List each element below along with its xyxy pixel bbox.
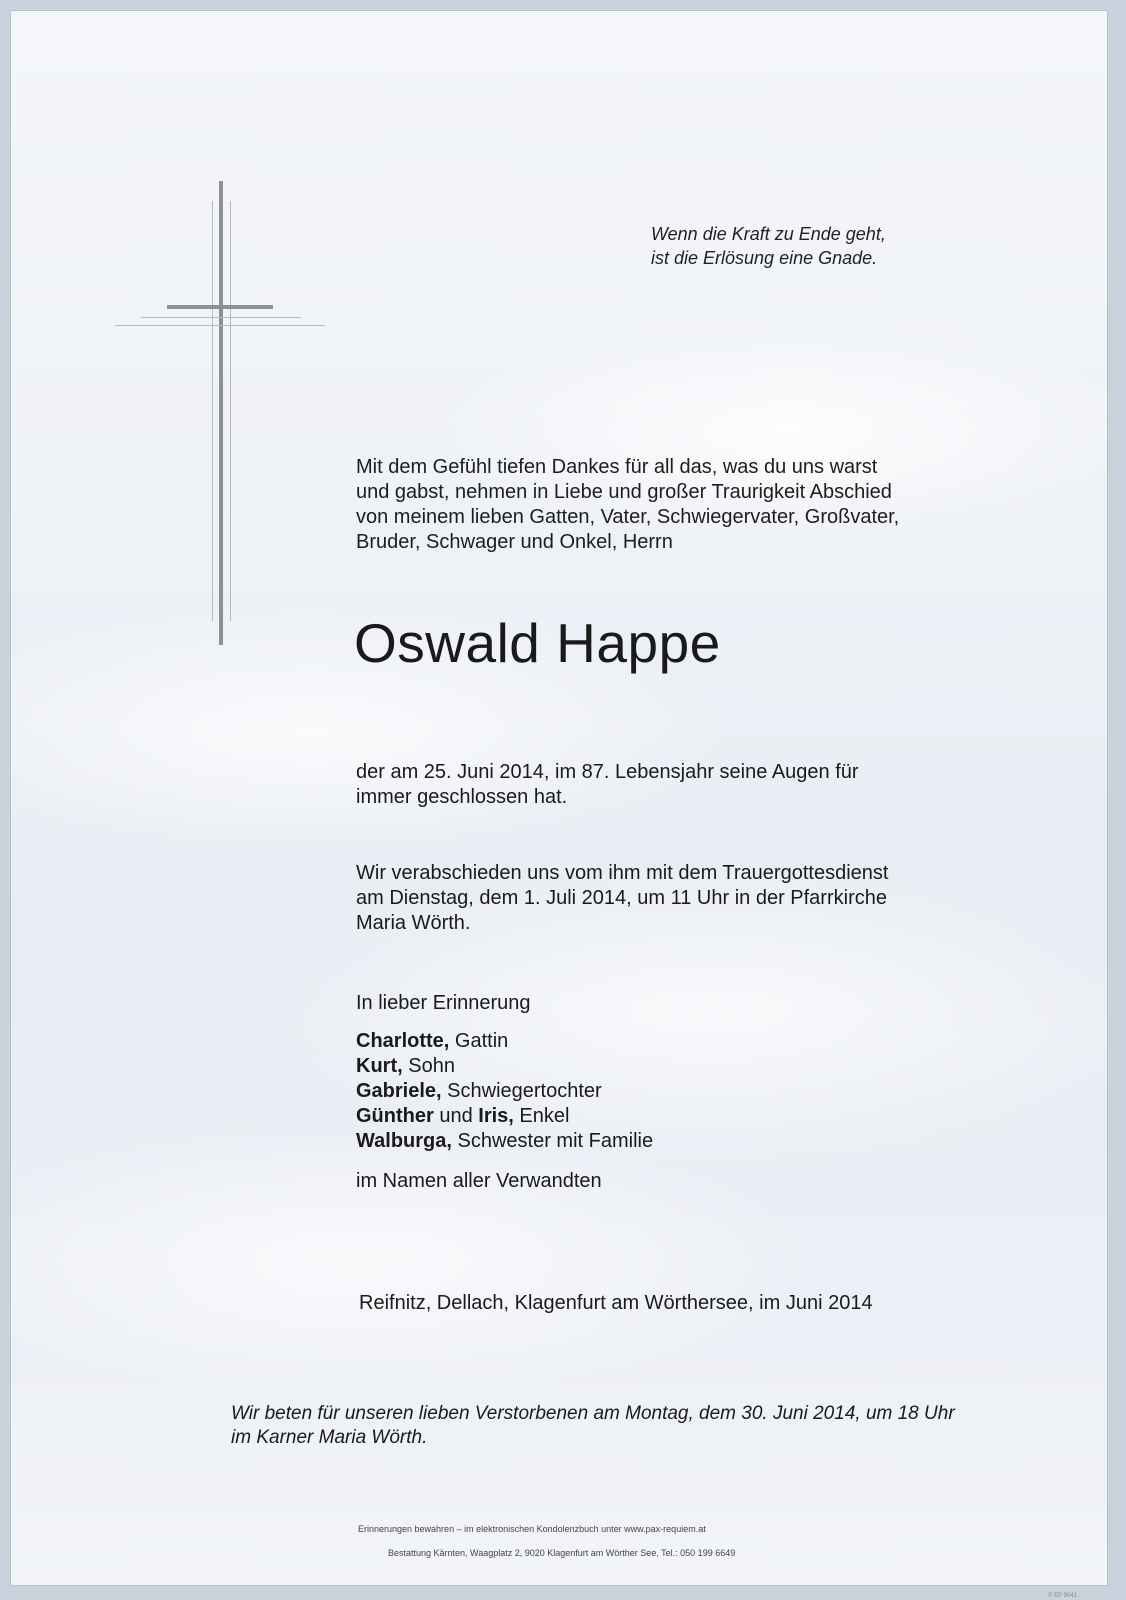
mourner-row: [356, 1054, 653, 1079]
death-line: der am 25. Juni 2014, im 87. Lebensjahr seine Augen für: [356, 761, 859, 783]
relatives-line: im Namen aller Verwandten: [356, 1170, 602, 1192]
deceased-name: Oswald Happe: [354, 612, 721, 674]
mourner-role: Sohn: [402, 1055, 455, 1077]
obituary-sheet: [10, 10, 1108, 1599]
footer-condolence: Erinnerungen bewahren – im elektronischen Kondolenzbuch unter www.pax-requiem.at: [358, 1524, 706, 1534]
death-line: immer geschlossen hat.: [356, 786, 568, 808]
mourner-row: [356, 1129, 653, 1154]
mourner-name: Walburga,: [356, 1130, 452, 1152]
mourner-role: Schwester mit Familie: [451, 1130, 654, 1152]
service-line: Maria Wörth.: [356, 912, 471, 934]
motto: [651, 222, 886, 270]
mourner-name: Gabriele,: [356, 1080, 442, 1102]
intro-line: und gabst, nehmen in Liebe und großer Traurigkeit Abschied: [356, 481, 892, 503]
mourner-name: Iris,: [478, 1105, 514, 1127]
template-code: © EP 9041: [1048, 1593, 1077, 1599]
death-notice: [356, 760, 996, 810]
service-line: am Dienstag, dem 1. Juli 2014, um 11 Uhr in der Pfarrkirche: [356, 887, 887, 909]
mourner-row: [356, 1079, 653, 1104]
mourner-connector: und: [433, 1105, 479, 1127]
prayer-line: im Karner Maria Wörth.: [231, 1427, 428, 1448]
intro-line: von meinem lieben Gatten, Vater, Schwiegervater, Großvater,: [356, 506, 900, 528]
motto-line: ist die Erlösung eine Gnade.: [651, 248, 878, 268]
mourner-role: Gattin: [449, 1030, 509, 1052]
prayer-notice: [231, 1402, 1051, 1450]
mourner-name: Kurt,: [356, 1055, 403, 1077]
intro-text: [356, 455, 996, 555]
footer-address: Bestattung Kärnten, Waagplatz 2, 9020 Klagenfurt am Wörther See, Tel.: 050 199 6649: [388, 1548, 736, 1558]
mourner-row: [356, 1029, 653, 1054]
mourner-role: Enkel: [513, 1105, 570, 1127]
prayer-line: Wir beten für unseren lieben Verstorbenen am Montag, dem 30. Juni 2014, um 18 Uhr: [231, 1403, 955, 1424]
place-date: Reifnitz, Dellach, Klagenfurt am Wörthersee, im Juni 2014: [359, 1292, 873, 1314]
intro-line: Bruder, Schwager und Onkel, Herrn: [356, 531, 673, 553]
memory-heading: In lieber Erinnerung: [356, 992, 531, 1014]
mourner-role: Schwiegertochter: [441, 1080, 602, 1102]
mourner-row: [356, 1104, 653, 1129]
mourner-name: Charlotte,: [356, 1030, 450, 1052]
service-line: Wir verabschieden uns vom ihm mit dem Trauergottesdienst: [356, 862, 889, 884]
service-notice: [356, 861, 996, 936]
mourners-list: [356, 1029, 653, 1154]
mourner-name: Günther: [356, 1105, 434, 1127]
motto-line: Wenn die Kraft zu Ende geht,: [651, 224, 886, 244]
intro-line: Mit dem Gefühl tiefen Dankes für all das, was du uns warst: [356, 456, 878, 478]
